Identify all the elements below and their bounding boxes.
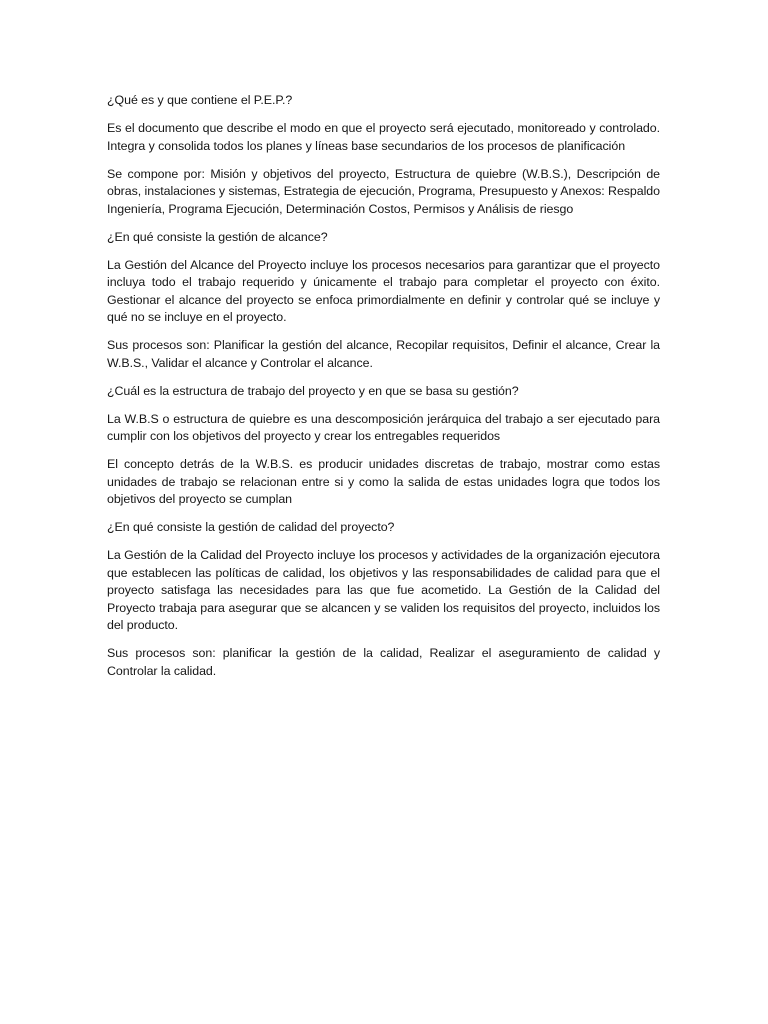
paragraph-pep-components: Se compone por: Misión y objetivos del proyecto, Estructura de quiebre (W.B.S.), Descripción de obras, instalaciones y sistemas, Estrategia de ejecución, Programa, Presupuesto y Anexos: Respaldo Ingeniería, Programa Ejecución, Determinación Costos, Permisos y Análisis de riesgo <box>107 166 660 216</box>
paragraph-scope-processes: Sus procesos son: Planificar la gestión del alcance, Recopilar requisitos, Definir el alcance, Crear la W.B.S., Validar el alcance y Controlar el alcance. <box>107 338 660 370</box>
paragraph-pep-definition: Es el documento que describe el modo en que el proyecto será ejecutado, monitoreado y controlado. Integra y consolida todos los planes y líneas base secundarios de los procesos de planificación <box>107 121 660 153</box>
question-quality-management: ¿En qué consiste la gestión de calidad del proyecto? <box>107 520 395 534</box>
document-body <box>107 92 660 691</box>
paragraph-quality-processes: Sus procesos son: planificar la gestión de la calidad, Realizar el aseguramiento de calidad y Controlar la calidad. <box>107 646 660 678</box>
question-scope-management: ¿En qué consiste la gestión de alcance? <box>107 229 328 244</box>
paragraph-wbs-concept: El concepto detrás de la W.B.S. es producir unidades discretas de trabajo, mostrar como estas unidades de trabajo se relacionan entre si y como la salida de estas unidades logra que todos los objetivos del proyecto se cumplan <box>107 457 660 506</box>
paragraph-wbs-definition: La W.B.S o estructura de quiebre es una descomposición jerárquica del trabajo a ser ejecutado para cumplir con los objetivos del proyecto y crear los entregables requeridos <box>107 411 660 443</box>
paragraph-scope-definition: La Gestión del Alcance del Proyecto incluye los procesos necesarios para garantizar que el proyecto incluya todo el trabajo requerido y únicamente el trabajo para completar el proyecto con éxito. Gestionar el alcance del proyecto se enfoca primordialmente en definir y controlar qué se incluye y qué no se incluye en el proyecto. <box>107 257 660 324</box>
question-pep: ¿Qué es y que contiene el P.E.P.? <box>107 93 293 107</box>
question-work-structure: ¿Cuál es la estructura de trabajo del proyecto y en que se basa su gestión? <box>107 383 519 398</box>
paragraph-quality-definition: La Gestión de la Calidad del Proyecto incluye los procesos y actividades de la organización ejecutora que establecen las políticas de calidad, los objetivos y las responsabilidades de calidad para que el proyecto satisfaga las necesidades para las que fue acometido. La Gestión de la Calidad del Proyecto trabaja para asegurar que se alcancen y se validen los requisitos del proyecto, incluidos los del producto. <box>107 548 660 632</box>
